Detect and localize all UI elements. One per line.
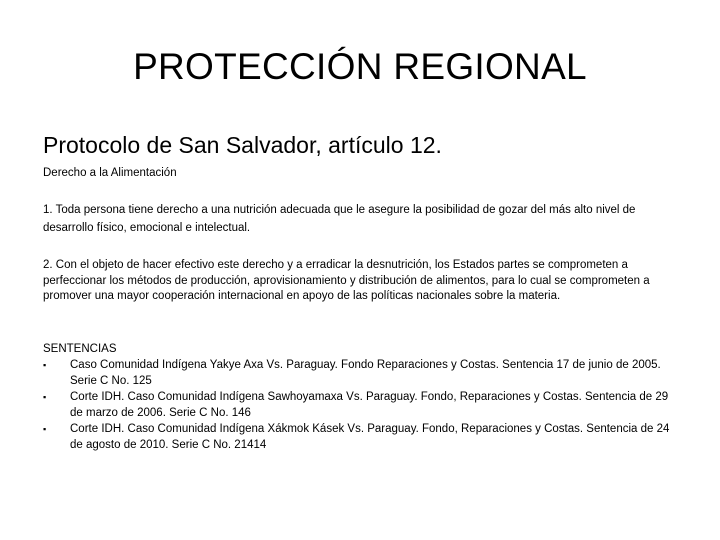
slide-subtitle: Protocolo de San Salvador, artículo 12.	[43, 132, 442, 158]
list-item-text: Corte IDH. Caso Comunidad Indígena Xákmok Kásek Vs. Paraguay. Fondo, Reparaciones y Costas. Sentencia de 24 de agosto de 2010. Serie C No. 21414	[70, 423, 670, 451]
article-title: Derecho a la Alimentación	[43, 167, 177, 179]
sentencias-section	[43, 341, 683, 453]
list-item	[43, 421, 683, 453]
list-item	[43, 389, 683, 421]
list-item	[43, 357, 683, 389]
sentencias-list	[43, 357, 683, 453]
square-bullet-icon: ▪	[43, 360, 47, 370]
list-item-text: Caso Comunidad Indígena Yakye Axa Vs. Paraguay. Fondo Reparaciones y Costas. Sentencia 17 de junio de 2005. Serie C No. 125	[70, 359, 661, 387]
paragraph-1: 1. Toda persona tiene derecho a una nutrición adecuada que le asegure la posibilidad de gozar del más alto nivel de desarrollo físico, emocional e intelectual.	[43, 204, 636, 234]
square-bullet-icon: ▪	[43, 424, 47, 434]
paragraph-2: 2. Con el objeto de hacer efectivo este derecho y a erradicar la desnutrición, los Estados partes se comprometen a perfeccionar los métodos de producción, aprovisionamiento y distribución de alimentos, para lo cual se comprometen a promover una mayor cooperación internacional en apoyo de las políticas nacionales sobre la materia.	[43, 259, 650, 302]
slide-title: PROTECCIÓN REGIONAL	[133, 46, 587, 87]
list-item-text: Corte IDH. Caso Comunidad Indígena Sawhoyamaxa Vs. Paraguay. Fondo, Reparaciones y Costas. Sentencia de 29 de marzo de 2006. Serie C No. 146	[70, 391, 669, 419]
sentencias-heading: SENTENCIAS	[43, 343, 117, 355]
square-bullet-icon: ▪	[43, 392, 47, 402]
